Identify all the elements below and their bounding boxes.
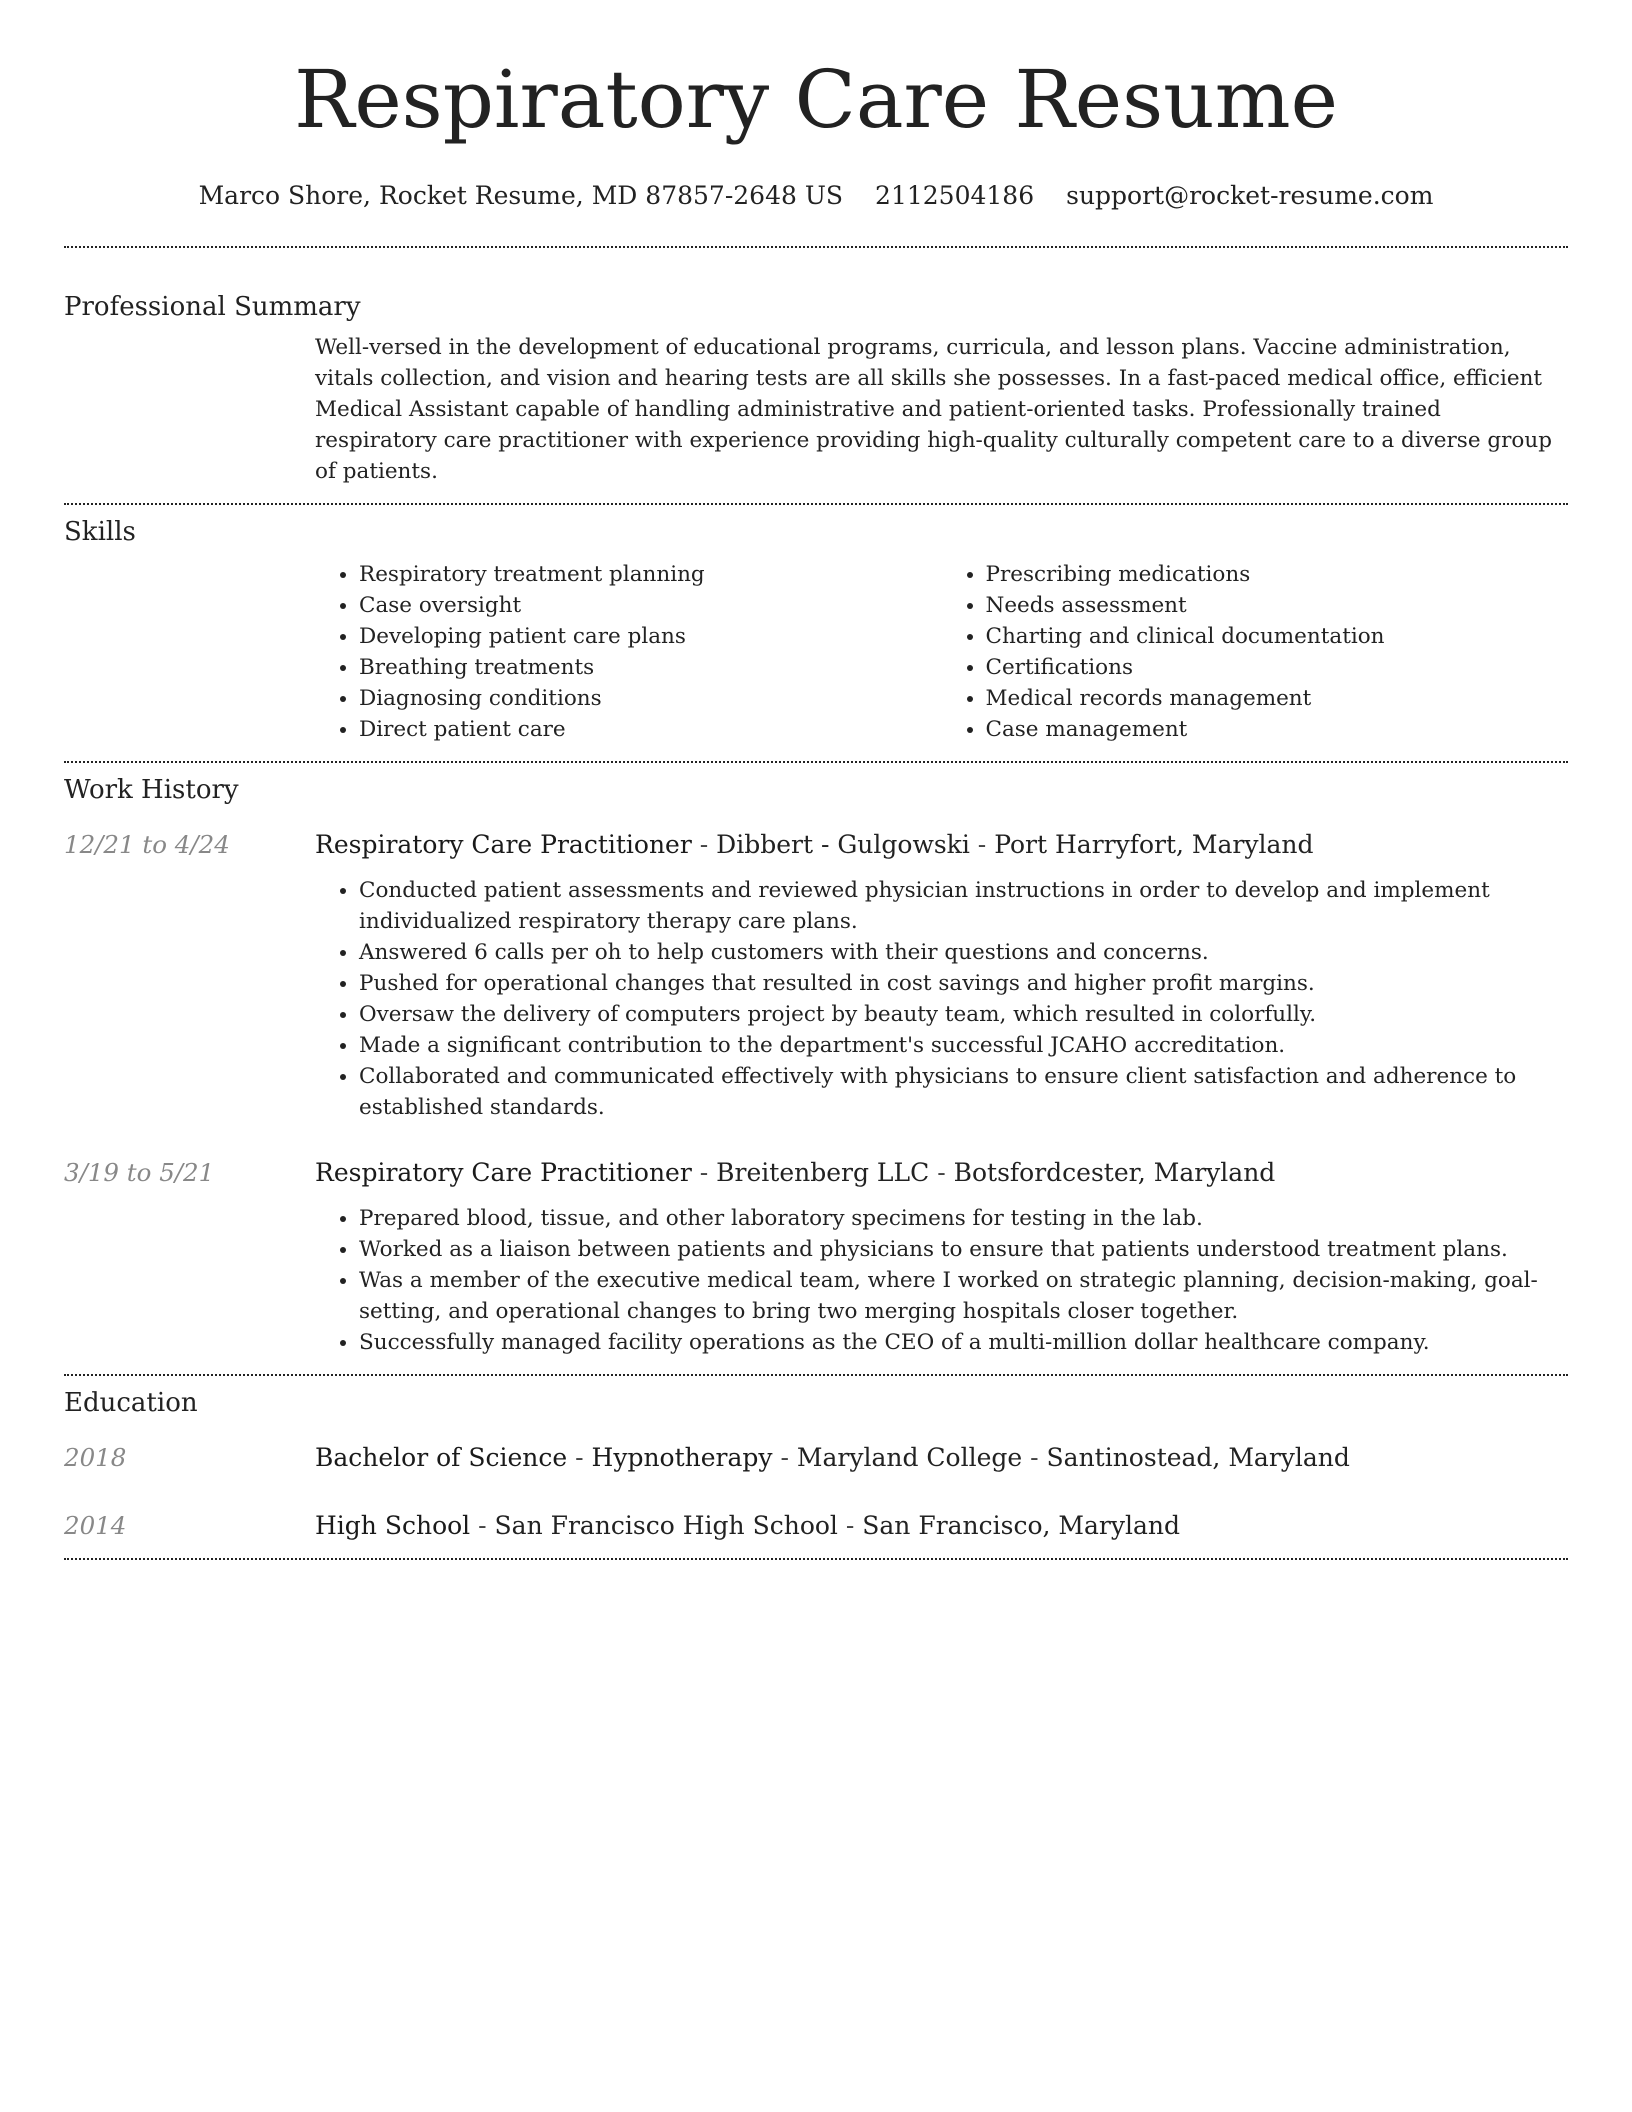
- job-employer: Breitenberg LLC: [716, 1158, 930, 1187]
- job-dates: 3/19 to 5/21: [64, 1158, 215, 1187]
- job-dates: 12/21 to 4/24: [64, 830, 230, 859]
- job-employer: Dibbert - Gulgowski: [716, 830, 970, 859]
- job-role: Respiratory Care Practitioner: [315, 1158, 692, 1187]
- skill-item: • Case oversight: [359, 590, 942, 621]
- education-year: 2014: [64, 1511, 127, 1540]
- summary-text: Well-versed in the development of educational programs, curricula, and lesson plans. Vaccine administration, vitals collection, and vision and hearing tests are all skills she possesses. In a fast-paced medical office, efficient Medical Assistant capable of handling administrative and patient-oriented tasks. Professionally trained respiratory care practitioner with experience providing high-quality culturally competent care to a diverse group of patients.: [315, 335, 1552, 484]
- job-bullet: • Made a significant contribution to the department's successful JCAHO accreditation.: [359, 1030, 1568, 1061]
- skills-heading: Skills: [64, 517, 136, 547]
- job-bullet: • Oversaw the delivery of computers project by beauty team, which resulted in colorfully.: [359, 999, 1568, 1030]
- job-entry: [64, 829, 1568, 1123]
- education-location: San Francisco, Maryland: [862, 1511, 1181, 1540]
- job-location: Botsfordcester, Maryland: [953, 1158, 1276, 1187]
- job-bullet: • Answered 6 calls per oh to help customers with their questions and concerns.: [359, 937, 1568, 968]
- summary-heading: Professional Summary: [64, 292, 361, 322]
- job-bullet: • Collaborated and communicated effectively with physicians to ensure client satisfaction and adherence to established standards.: [359, 1061, 1568, 1123]
- job-title-line: Respiratory Care Practitioner - Dibbert - Gulgowski - Port Harryfort, Maryland: [315, 830, 1314, 859]
- skills-section: [64, 505, 1568, 745]
- skills-list-left: [315, 559, 942, 745]
- job-bullets: [315, 875, 1568, 1123]
- skill-item: • Breathing treatments: [359, 652, 942, 683]
- education-entry: 2018 Bachelor of Science - Hypnotherapy - Maryland College - Santinostead, Maryland: [64, 1443, 1350, 1472]
- education-entry: 2014 High School - San Francisco High School - San Francisco, Maryland: [64, 1511, 1181, 1540]
- contact-address: Marco Shore, Rocket Resume, MD 87857-2648 US: [198, 181, 844, 210]
- skill-item: • Developing patient care plans: [359, 621, 942, 652]
- skill-item: • Respiratory treatment planning: [359, 559, 942, 590]
- education-location: Santinostead, Maryland: [1046, 1443, 1350, 1472]
- contact-line: [64, 180, 1568, 212]
- job-location: Port Harryfort, Maryland: [994, 830, 1314, 859]
- contact-phone: 2112504186: [875, 181, 1035, 210]
- skill-item: • Certifications: [986, 652, 1569, 683]
- education-section: [64, 1376, 1568, 1542]
- education-degree: Bachelor of Science: [315, 1443, 568, 1472]
- education-year: 2018: [64, 1443, 127, 1472]
- skill-item: • Medical records management: [986, 683, 1569, 714]
- job-bullet: • Successfully managed facility operations as the CEO of a multi-million dollar healthcare company.: [359, 1327, 1568, 1358]
- resume-title: Respiratory Care Resume: [294, 53, 1338, 146]
- job-bullet: • Pushed for operational changes that resulted in cost savings and higher profit margins.: [359, 968, 1568, 999]
- skills-list-right: [942, 559, 1569, 745]
- job-bullets: [315, 1203, 1568, 1358]
- skill-item: • Charting and clinical documentation: [986, 621, 1569, 652]
- work-section: [64, 763, 1568, 1358]
- education-heading: Education: [64, 1388, 198, 1418]
- job-entry: [64, 1157, 1568, 1358]
- contact-email: support@rocket-resume.com: [1066, 181, 1434, 210]
- skill-item: • Diagnosing conditions: [359, 683, 942, 714]
- job-bullet: • Was a member of the executive medical team, where I worked on strategic planning, decision-making, goal-setting, and operational changes to bring two merging hospitals closer together.: [359, 1265, 1568, 1327]
- summary-section: [64, 248, 1568, 487]
- education-divider: [64, 1558, 1568, 1560]
- job-bullet: • Worked as a liaison between patients and physicians to ensure that patients understood treatment plans.: [359, 1234, 1568, 1265]
- job-bullet: • Prepared blood, tissue, and other laboratory specimens for testing in the lab.: [359, 1203, 1568, 1234]
- education-school: Maryland College: [796, 1443, 1023, 1472]
- skill-item: • Needs assessment: [986, 590, 1569, 621]
- skill-item: • Direct patient care: [359, 714, 942, 745]
- work-heading: Work History: [64, 775, 239, 805]
- job-title-line: Respiratory Care Practitioner - Breitenberg LLC - Botsfordcester, Maryland: [315, 1158, 1276, 1187]
- skill-item: • Case management: [986, 714, 1569, 745]
- job-role: Respiratory Care Practitioner: [315, 830, 692, 859]
- job-bullet: • Conducted patient assessments and reviewed physician instructions in order to develop and implement individualized respiratory therapy care plans.: [359, 875, 1568, 937]
- skill-item: • Prescribing medications: [986, 559, 1569, 590]
- education-degree: High School: [315, 1511, 471, 1540]
- education-field: Hypnotherapy: [591, 1443, 773, 1472]
- education-school: San Francisco High School: [494, 1511, 838, 1540]
